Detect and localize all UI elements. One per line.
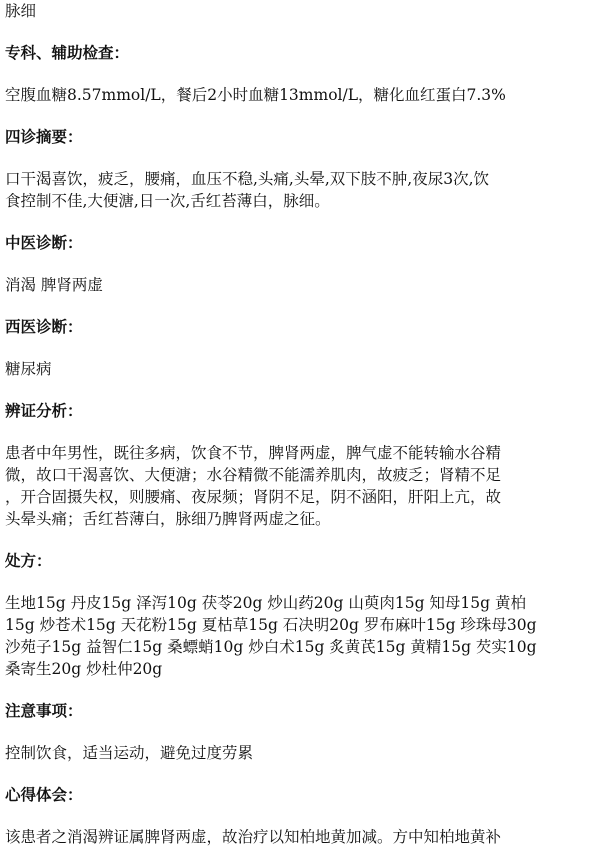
prescription-line: 生地15g 丹皮15g 泽泻10g 茯苓20g 炒山药20g 山萸肉15g 知母15g 黄柏 <box>5 594 527 612</box>
tcm-diagnosis-heading: 中医诊断： <box>5 234 83 252</box>
wm-diagnosis-line: 糖尿病 <box>5 360 52 378</box>
exam-line: 空腹血糖8.57mmol/L，餐后2小时血糖13mmol/L，糖化血红蛋白7.3% <box>5 86 506 104</box>
wm-diagnosis-heading: 西医诊断： <box>5 318 83 336</box>
summary-line: 口干渴喜饮，疲乏，腰痛，血压不稳,头痛,头晕,双下肢不肿,夜尿3次,饮 <box>5 170 489 188</box>
notes-line: 控制饮食，适当运动，避免过度劳累 <box>5 744 254 762</box>
tcm-diagnosis-line: 消渴 脾肾两虚 <box>5 276 103 294</box>
analysis-line: 微，故口干渴喜饮、大便溏；水谷精微不能濡养肌肉，故疲乏；肾精不足 <box>5 466 502 484</box>
prescription-heading: 处方： <box>5 552 52 570</box>
analysis-line: ，开合固摄失权，则腰痛、夜尿频；肾阴不足，阴不涵阳，肝阳上亢，故 <box>5 488 502 506</box>
summary-line: 食控制不佳,大便溏,日一次,舌红苔薄白，脉细。 <box>5 192 330 210</box>
prescription-line: 15g 炒苍术15g 天花粉15g 夏枯草15g 石决明20g 罗布麻叶15g 珍珠母30g <box>5 616 537 634</box>
summary-heading: 四诊摘要： <box>5 128 83 146</box>
reflection-heading: 心得体会： <box>5 786 83 804</box>
prescription-line: 桑寄生20g 炒杜仲20g <box>5 660 163 678</box>
analysis-heading: 辨证分析： <box>5 402 83 420</box>
reflection-line: 该患者之消渴辨证属脾肾两虚，故治疗以知柏地黄加减。方中知柏地黄补 <box>5 828 502 846</box>
prescription-line: 沙苑子15g 益智仁15g 桑螵蛸10g 炒白术15g 炙黄芪15g 黄精15g 芡实10g <box>5 638 537 656</box>
analysis-line: 患者中年男性，既往多病，饮食不节，脾肾两虚，脾气虚不能转输水谷精 <box>5 444 502 462</box>
notes-heading: 注意事项： <box>5 702 83 720</box>
medical-record-document <box>5 0 595 848</box>
analysis-line: 头晕头痛；舌红苔薄白，脉细乃脾肾两虚之征。 <box>5 510 331 528</box>
exam-heading: 专科、辅助检查： <box>5 44 130 62</box>
pulse-line: 脉细 <box>5 2 37 20</box>
